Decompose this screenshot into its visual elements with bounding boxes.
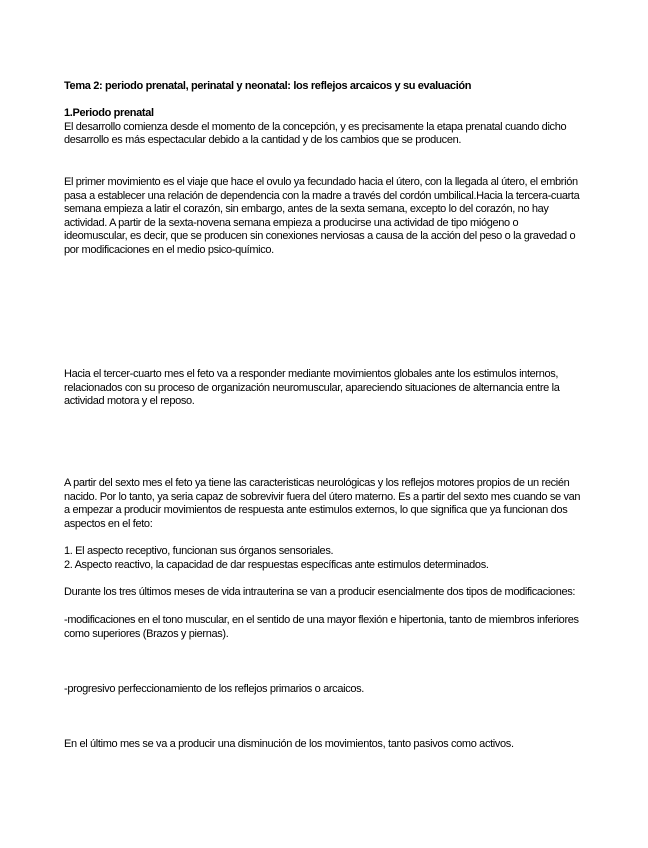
section-heading: 1.Periodo prenatal: [64, 107, 154, 119]
paragraph-muscle-tone: -modificaciones en el tono muscular, en el sentido de una mayor flexión e hipertonia, tanto de miembros inferiores como superiores (Brazos y piernas).: [64, 614, 579, 640]
paragraph-last-months: Durante los tres últimos meses de vida intrauterina se van a producir esencialmente dos tipos de modificaciones:: [64, 586, 576, 598]
paragraph-sixth-month: A partir del sexto mes el feto ya tiene las caracteristicas neurológicas y los reflejos motores propios de un recién nacido. Por lo tanto, ya seria capaz de sobrevivir fuera del útero materno. Es a partir del sexto mes cuando se van a empezar a producir movimientos de respuesta ante estimulos externos, lo que significa que ya funcionan dos aspectos en el feto:: [64, 477, 581, 530]
paragraph-first-movement: El primer movimiento es el viaje que hace el ovulo ya fecundado hacia el útero, con la llegada al útero, el embrión pasa a establecer una relación de dependencia con la madre a través del cordón umbilical.Hacia la tercera-cuarta semana empieza a latir el corazón, sin embargo, antes de la sexta semana, excepto lo del corazón, no hay actividad. A partir de la sexta-novena semana empieza a producirse una actividad de tipo miógeno o ideomuscular, es decir, que se producen sin conexiones nerviosas a causa de la acción del peso o la gravedad o por modificaciones en el medio psico-químico.: [64, 176, 580, 256]
paragraph-reflexes: -progresivo perfeccionamiento de los reflejos primarios o arcaicos.: [64, 683, 364, 695]
document-title: Tema 2: periodo prenatal, perinatal y neonatal: los reflejos arcaicos y su evaluación: [64, 80, 472, 92]
aspects-list: [64, 545, 584, 572]
list-item: 2. Aspecto reactivo, la capacidad de dar respuestas específicas ante estimulos determinados.: [64, 558, 489, 571]
intro-paragraph: El desarrollo comienza desde el momento de la concepción, y es precisamente la etapa prenatal cuando dicho desarrollo es más espectacular debido a la cantidad y de los cambios que se producen.: [64, 120, 567, 147]
paragraph-final: En el último mes se va a producir una disminución de los movimientos, tanto pasivos como activos.: [64, 738, 514, 750]
section-prenatal: [64, 107, 584, 148]
paragraph-third-month: Hacia el tercer-cuarto mes el feto va a responder mediante movimientos globales ante los estimulos internos, relacionados con su proceso de organización neuromuscular, apareciendo situaciones de alternancia entre la actividad motora y el reposo.: [64, 368, 560, 408]
list-item: 1. El aspecto receptivo, funcionan sus órganos sensoriales.: [64, 545, 334, 557]
